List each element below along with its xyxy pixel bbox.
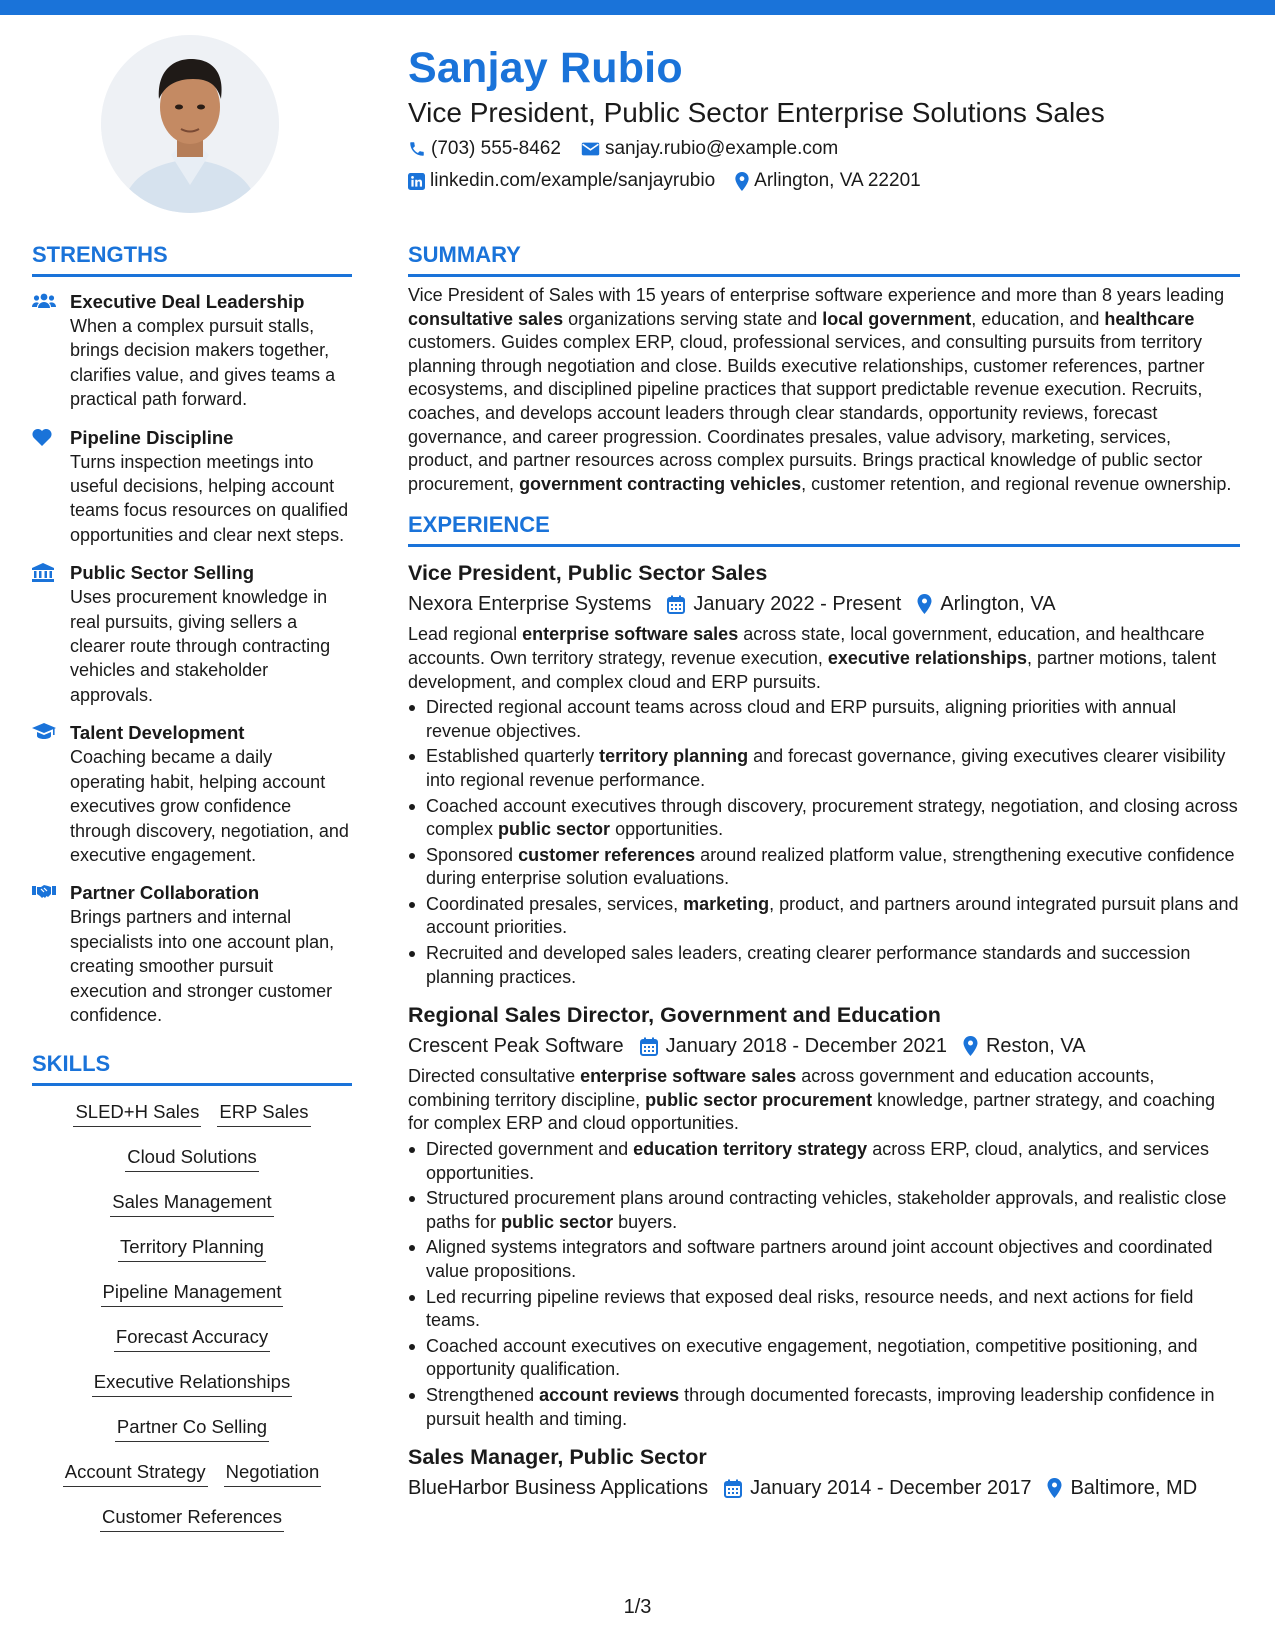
page-number: 1/3	[623, 1596, 652, 1618]
skill-tag: Territory Planning	[118, 1235, 266, 1262]
text-run: across ERP, cloud, analytics, and services opportunities.	[426, 1139, 1210, 1183]
job-location-text: Baltimore, MD	[1070, 1477, 1198, 1500]
profile-photo	[101, 35, 279, 213]
strength-item	[32, 425, 352, 548]
strength-title: Talent Development	[70, 722, 245, 744]
phone-contact[interactable]	[408, 134, 561, 164]
job-dates-text: January 2022 - Present	[693, 593, 902, 616]
bullet-item	[408, 1384, 1240, 1431]
linkedin-contact[interactable]	[408, 166, 715, 196]
text-run: across state, local government, education, and healthcare accounts. Own territory strategy, revenue execution,	[408, 624, 1205, 668]
text-run: Strengthened	[426, 1384, 540, 1405]
job-dates-text: January 2018 - December 2021	[665, 1035, 947, 1058]
job-entry	[408, 557, 1240, 989]
strength-desc: Brings partners and internal specialists into one account plan, creating smoother pursuit execution and stronger customer confidence.	[70, 907, 335, 1025]
email-contact[interactable]	[581, 134, 838, 164]
text-run: Aligned systems integrators and software partners around joint account objectives and coordinated value propositions.	[426, 1237, 1213, 1281]
emphasis-text: government contracting vehicles	[519, 473, 802, 494]
users-icon	[32, 292, 56, 310]
emphasis-text: public sector	[498, 819, 611, 840]
bullet-item	[408, 795, 1240, 842]
skill-tag: ERP Sales	[217, 1100, 310, 1127]
strengths-heading: STRENGTHS	[32, 242, 168, 267]
company-name: BlueHarbor Business Applications	[408, 1477, 709, 1500]
emphasis-text: customer references	[518, 844, 696, 865]
email-text: sanjay.rubio@example.com	[604, 138, 839, 159]
handshake-icon	[32, 883, 56, 899]
calendar-icon	[724, 1479, 742, 1498]
job-location-text: Arlington, VA	[940, 593, 1056, 616]
skill-tag: Account Strategy	[63, 1460, 208, 1487]
text-run: , customer retention, and regional revenue ownership.	[801, 473, 1232, 494]
text-run: buyers.	[613, 1211, 678, 1232]
envelope-icon	[581, 141, 600, 157]
text-run: , partner motions, talent development, and complex cloud and ERP pursuits.	[408, 647, 1217, 692]
summary-heading: SUMMARY	[408, 242, 521, 267]
text-run: Vice President of Sales with 15 years of enterprise software experience and more than 8 years leading	[408, 285, 1225, 305]
strength-item	[32, 560, 352, 707]
skill-row	[32, 1325, 352, 1353]
job-title: Vice President, Public Sector Sales	[408, 561, 768, 586]
skill-row	[32, 1190, 352, 1218]
strengths-list	[32, 289, 352, 1027]
job-dates-text: January 2014 - December 2017	[750, 1477, 1032, 1500]
bullet-item	[408, 942, 1240, 989]
bullet-item	[408, 844, 1240, 891]
skill-row	[32, 1460, 352, 1488]
bullet-item	[408, 1187, 1240, 1234]
text-run: Established quarterly	[426, 746, 600, 767]
job-location	[917, 589, 1055, 619]
job-location	[1047, 1473, 1197, 1503]
strength-title: Pipeline Discipline	[70, 426, 234, 448]
right-column	[408, 238, 1240, 1503]
strength-desc: Uses procurement knowledge in real pursuits, giving sellers a clearer route through contracting vehicles and stakeholder approvals.	[70, 587, 331, 705]
bank-icon	[32, 563, 54, 582]
text-run: , product, and partners around integrated pursuit plans and account priorities.	[426, 893, 1239, 938]
skill-row	[32, 1145, 352, 1173]
emphasis-text: public sector	[501, 1211, 614, 1232]
skill-row	[32, 1415, 352, 1443]
emphasis-text: enterprise software sales	[580, 1066, 797, 1087]
map-pin-icon	[735, 172, 749, 191]
contact-row-2	[408, 166, 1248, 196]
text-run: Directed regional account teams across cloud and ERP pursuits, aligning priorities with annual revenue objectives.	[426, 697, 1177, 741]
bullet-item	[408, 696, 1240, 743]
bullet-item	[408, 1335, 1240, 1382]
bullet-item	[408, 1138, 1240, 1185]
bullet-item	[408, 745, 1240, 792]
strengths-rule	[32, 274, 352, 277]
text-run: across government and education accounts, combining territory discipline,	[408, 1066, 1155, 1110]
skill-tag: Negotiation	[224, 1460, 322, 1487]
company-name: Nexora Enterprise Systems	[408, 593, 652, 616]
skills-list	[32, 1100, 352, 1533]
emphasis-text: education territory strategy	[633, 1139, 868, 1160]
experience-list	[408, 557, 1240, 1503]
strength-title: Executive Deal Leadership	[70, 291, 305, 312]
candidate-name: Sanjay Rubio	[408, 44, 683, 92]
text-run: Sponsored	[426, 844, 519, 865]
left-column	[32, 238, 352, 1550]
job-location	[963, 1031, 1086, 1061]
emphasis-text: account reviews	[539, 1384, 680, 1405]
job-description	[408, 1065, 1240, 1136]
emphasis-text: enterprise software sales	[522, 624, 739, 645]
job-dates	[667, 589, 901, 619]
strength-title: Public Sector Selling	[70, 562, 255, 584]
bullet-item	[408, 1286, 1240, 1333]
location-contact	[735, 166, 921, 196]
text-run: customers. Guides complex ERP, cloud, professional services, and consulting pursuits from territory planning through negotiation and close. Builds executive relationships, customer references, partner ecosystems, and disciplined pipeline practices that support predictable revenue execution. Recruits, coaches, and develops account leaders through clear standards, opportunity reviews, forecast governance, and career progression. Coordinates presales, value advisory, marketing, services, product, and partner resources across complex pursuits. Brings practical knowledge of public sector procurement,	[408, 332, 1205, 494]
text-run: Coached account executives on executive engagement, negotiation, competitive positioning, and opportunity qualification.	[426, 1335, 1198, 1380]
linkedin-text: linkedin.com/example/sanjayrubio	[430, 170, 716, 191]
strength-item	[32, 720, 352, 867]
job-bullets	[408, 1138, 1240, 1431]
job-entry	[408, 999, 1240, 1431]
emphasis-text: healthcare	[1104, 308, 1195, 329]
skill-row	[32, 1235, 352, 1263]
strength-desc: When a complex pursuit stalls, brings decision makers together, clarifies value, and gives teams a practical path forward.	[70, 316, 336, 410]
emphasis-text: consultative sales	[408, 308, 564, 329]
location-text: Arlington, VA 22201	[754, 170, 921, 191]
contact-row-1	[408, 134, 1248, 164]
job-entry	[408, 1441, 1240, 1503]
job-description	[408, 623, 1240, 694]
emphasis-text: local government	[822, 308, 972, 329]
text-run: , education, and	[971, 308, 1105, 329]
text-run: Coached account executives through discovery, procurement strategy, negotiation, and closing across complex	[426, 795, 1238, 840]
skill-tag: Customer References	[100, 1505, 284, 1532]
skill-row	[32, 1505, 352, 1533]
skill-tag: Partner Co Selling	[115, 1415, 269, 1442]
emphasis-text: public sector procurement	[645, 1089, 873, 1110]
text-run: around realized platform value, strengthening executive confidence during enterprise solution evaluations.	[426, 844, 1235, 889]
strength-item	[32, 289, 352, 412]
calendar-icon	[640, 1037, 658, 1056]
skill-row	[32, 1370, 352, 1398]
summary-rule	[408, 274, 1240, 277]
text-run: opportunities.	[610, 819, 724, 840]
skill-tag: Forecast Accuracy	[114, 1325, 270, 1352]
calendar-icon	[667, 595, 685, 614]
text-run: through documented forecasts, improving leadership confidence in pursuit health and timing.	[426, 1384, 1215, 1429]
job-bullets	[408, 696, 1240, 989]
job-meta	[408, 589, 1240, 619]
experience-rule	[408, 544, 1240, 547]
skill-tag: SLED+H Sales	[73, 1100, 201, 1127]
text-run: and forecast governance, giving executives clearer visibility into regional revenue performance.	[426, 746, 1226, 790]
text-run: Structured procurement plans around contracting vehicles, stakeholder approvals, and realistic close paths for	[426, 1188, 1227, 1232]
text-run: organizations serving state and	[563, 308, 823, 329]
company-name: Crescent Peak Software	[408, 1035, 624, 1058]
job-dates	[724, 1473, 1031, 1503]
job-location-text: Reston, VA	[985, 1035, 1086, 1058]
map-pin-icon	[917, 594, 932, 614]
experience-heading: EXPERIENCE	[408, 512, 550, 538]
strength-desc: Coaching became a daily operating habit, helping account executives grow confidence through discovery, negotiation, and executive engagement.	[70, 747, 349, 865]
skills-rule	[32, 1083, 352, 1086]
text-run: Directed consultative	[408, 1066, 581, 1087]
job-dates	[640, 1031, 947, 1061]
job-title: Sales Manager, Public Sector	[408, 1445, 707, 1470]
candidate-title: Vice President, Public Sector Enterprise Solutions Sales	[408, 97, 1105, 128]
job-meta	[408, 1473, 1240, 1503]
bullet-item	[408, 893, 1240, 940]
heart-icon	[32, 428, 52, 446]
emphasis-text: marketing	[683, 893, 770, 914]
phone-icon	[408, 140, 426, 158]
emphasis-text: territory planning	[599, 746, 749, 767]
map-pin-icon	[963, 1036, 978, 1056]
emphasis-text: executive relationships	[827, 647, 1027, 668]
job-meta	[408, 1031, 1240, 1061]
linkedin-icon	[408, 173, 425, 190]
skill-tag: Cloud Solutions	[125, 1145, 259, 1172]
strength-item	[32, 880, 352, 1027]
text-run: Coordinated presales, services,	[426, 893, 684, 914]
resume-header	[408, 40, 1248, 196]
skills-heading: SKILLS	[32, 1051, 111, 1077]
skill-tag: Executive Relationships	[92, 1370, 292, 1397]
bullet-item	[408, 1236, 1240, 1283]
skill-row	[32, 1280, 352, 1308]
text-run: Lead regional	[408, 624, 523, 645]
summary-text	[408, 284, 1240, 496]
strength-title: Partner Collaboration	[70, 882, 260, 904]
graduation-cap-icon	[32, 723, 56, 740]
text-run: Led recurring pipeline reviews that exposed deal risks, resource needs, and next actions for field teams.	[426, 1286, 1194, 1331]
skill-tag: Sales Management	[110, 1190, 273, 1217]
text-run: knowledge, partner strategy, and coaching for complex ERP and cloud opportunities.	[408, 1089, 1216, 1134]
strength-desc: Turns inspection meetings into useful decisions, helping account teams focus resources on qualified opportunities and clear next steps.	[70, 451, 349, 545]
phone-text: (703) 555-8462	[431, 138, 561, 159]
text-run: Directed government and	[426, 1139, 634, 1160]
top-accent-bar	[0, 0, 1275, 15]
job-title: Regional Sales Director, Government and Education	[408, 1003, 941, 1028]
text-run: Recruited and developed sales leaders, creating clearer performance standards and succession planning practices.	[426, 943, 1191, 987]
skill-row	[32, 1100, 352, 1128]
map-pin-icon	[1047, 1478, 1062, 1498]
skill-tag: Pipeline Management	[101, 1280, 284, 1307]
